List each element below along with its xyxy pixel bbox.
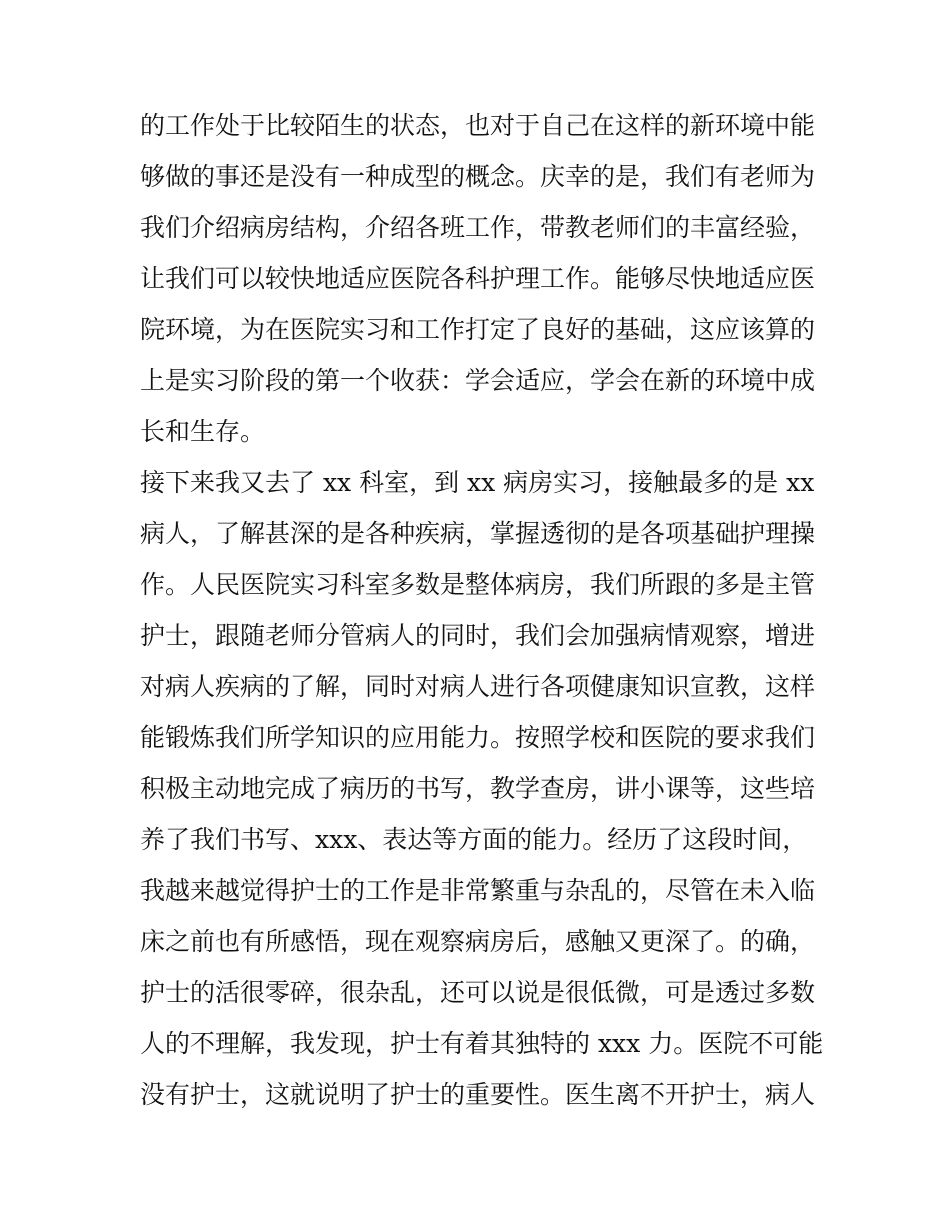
text-line: 的工作处于比较陌生的状态，也对于自己在这样的新环境中能 (140, 111, 816, 140)
text-line: 对病人疾病的了解，同时对病人进行各项健康知识宣教，这样 (140, 672, 816, 701)
text-line: 长和生存。 (140, 417, 266, 446)
text-line: 够做的事还是没有一种成型的概念。庆幸的是，我们有老师为 (140, 162, 816, 191)
text-line: 上是实习阶段的第一个收获：学会适应，学会在新的环境中成 (140, 366, 816, 395)
text-line: 床之前也有所感悟，现在观察病房后，感触又更深了。的确， (140, 927, 816, 956)
body-text (140, 100, 824, 1120)
text-line: 院环境，为在医院实习和工作打定了良好的基础，这应该算的 (140, 315, 816, 344)
text-line: 我们介绍病房结构，介绍各班工作，带教老师们的丰富经验， (140, 213, 816, 242)
text-line: 护士的活很零碎，很杂乱，还可以说是很低微，可是透过多数 (140, 978, 816, 1007)
text-line: 人的不理解，我发现，护士有着其独特的 xxx 力。医院不可能 (140, 1029, 824, 1058)
text-line: 能锻炼我们所学知识的应用能力。按照学校和医院的要求我们 (140, 723, 816, 752)
text-line: 没有护士，这就说明了护士的重要性。医生离不开护士，病人 (140, 1080, 816, 1109)
text-line: 作。人民医院实习科室多数是整体病房，我们所跟的多是主管 (140, 570, 816, 599)
text-line: 养了我们书写、xxx、表达等方面的能力。经历了这段时间， (140, 825, 808, 854)
text-line: 积极主动地完成了病历的书写，教学查房，讲小课等，这些培 (140, 774, 816, 803)
text-line: 让我们可以较快地适应医院各科护理工作。能够尽快地适应医 (140, 264, 816, 293)
text-line: 接下来我又去了 xx 科室，到 xx 病房实习，接触最多的是 xx (140, 468, 815, 497)
text-line: 护士，跟随老师分管病人的同时，我们会加强病情观察，增进 (140, 621, 816, 650)
text-line: 我越来越觉得护士的工作是非常繁重与杂乱的，尽管在未入临 (140, 876, 816, 905)
text-line: 病人，了解甚深的是各种疾病，掌握透彻的是各项基础护理操 (140, 519, 816, 548)
